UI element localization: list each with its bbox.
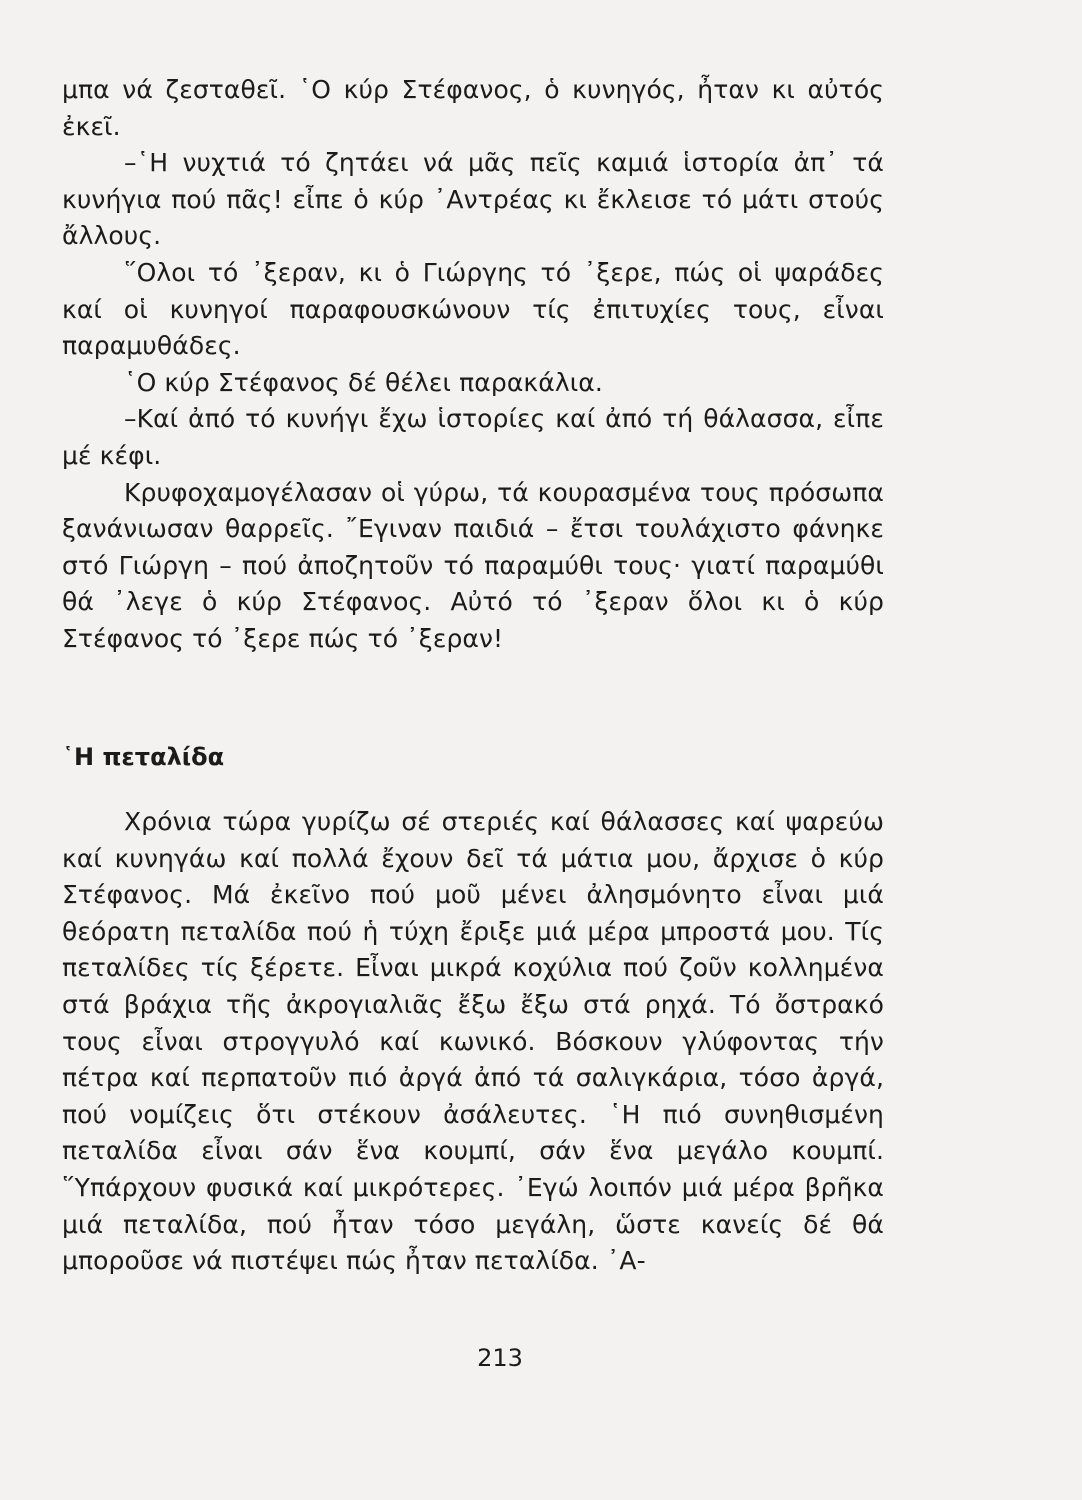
page-number: 213 (477, 1344, 523, 1372)
body-text-top (62, 72, 884, 658)
paragraph: Κρυφοχαμογέλασαν οἱ γύρω, τά κουρασμένα τους πρόσωπα ξανάνιωσαν θαρρεῖς. ῎Εγιναν παιδιά – ἔτσι τουλάχιστο φάνηκε στό Γιώργη – πού ἀποζητοῦν τό παραμύθι τους· γιατί παραμύθι θά ᾽λεγε ὁ κύρ Στέφανος. Αὐτό τό ᾽ξεραν ὅλοι κι ὁ κύρ Στέφανος τό ᾽ξερε πώς τό ᾽ξεραν! (62, 477, 884, 653)
paragraph: –Καί ἀπό τό κυνήγι ἔχω ἱστορίες καί ἀπό τή θάλασσα, εἶπε μέ κέφι. (62, 404, 884, 470)
section-title: ῾Η πεταλίδα (62, 743, 225, 771)
paragraph: ῞Ολοι τό ᾽ξεραν, κι ὁ Γιώργης τό ᾽ξερε, πώς οἱ ψαράδες καί οἱ κυνηγοί παραφουσκώνουν τίς ἐπιτυχίες τους, εἶναι παραμυθάδες. (62, 257, 884, 361)
paragraph: μπα νά ζεσταθεῖ. ῾Ο κύρ Στέφανος, ὁ κυνηγός, ἦταν κι αὐτός ἐκεῖ. (62, 75, 884, 141)
paragraph: –῾Η νυχτιά τό ζητάει νά μᾶς πεῖς καμιά ἱστορία ἀπ᾽ τά κυνήγια πού πᾶς! εἶπε ὁ κύρ ᾽Αντρέας κι ἔκλεισε τό μάτι στούς ἄλλους. (62, 148, 884, 251)
paragraph: Χρόνια τώρα γυρίζω σέ στεριές καί θάλασσες καί ψαρεύω καί κυνηγάω καί πολλά ἔχουν δεῖ τά μάτια μου, ἄρχισε ὁ κύρ Στέφανος. Μά ἐκεῖνο πού μοῦ μένει ἀλησμόνητο εἶναι μιά θεόρατη πεταλίδα πού ἡ τύχη ἔριξε μιά μέρα μπροστά μου. Τίς πεταλίδες τίς ξέρετε. Εἶναι μικρά κοχύλια πού ζοῦν κολλημένα στά βράχια τῆς ἀκρογιαλιᾶς ἔξω ἔξω στά ρηχά. Τό ὄστρακό τους εἶναι στρογγυλό καί κωνικό. Βόσκουν γλύφοντας τήν πέτρα καί περπατοῦν πιό ἀργά ἀπό τά σαλιγκάρια, τόσο ἀργά, πού νομίζεις ὅτι στέκουν ἀσάλευτες. ῾Η πιό συνηθισμένη πεταλίδα εἶναι σάν ἕνα κουμπί, σάν ἕνα μεγάλο κουμπί. ῞Υπάρχουν φυσικά καί μικρότερες. ᾽Εγώ λοιπόν μιά μέρα βρῆκα μιά πεταλίδα, πού ἦταν τόσο μεγάλη, ὥστε κανείς δέ θά μποροῦσε νά πιστέψει πώς ἦταν πεταλίδα. ᾽Α- (62, 807, 884, 1276)
body-text-bottom (62, 804, 884, 1280)
paragraph: ῾Ο κύρ Στέφανος δέ θέλει παρακάλια. (124, 367, 603, 397)
